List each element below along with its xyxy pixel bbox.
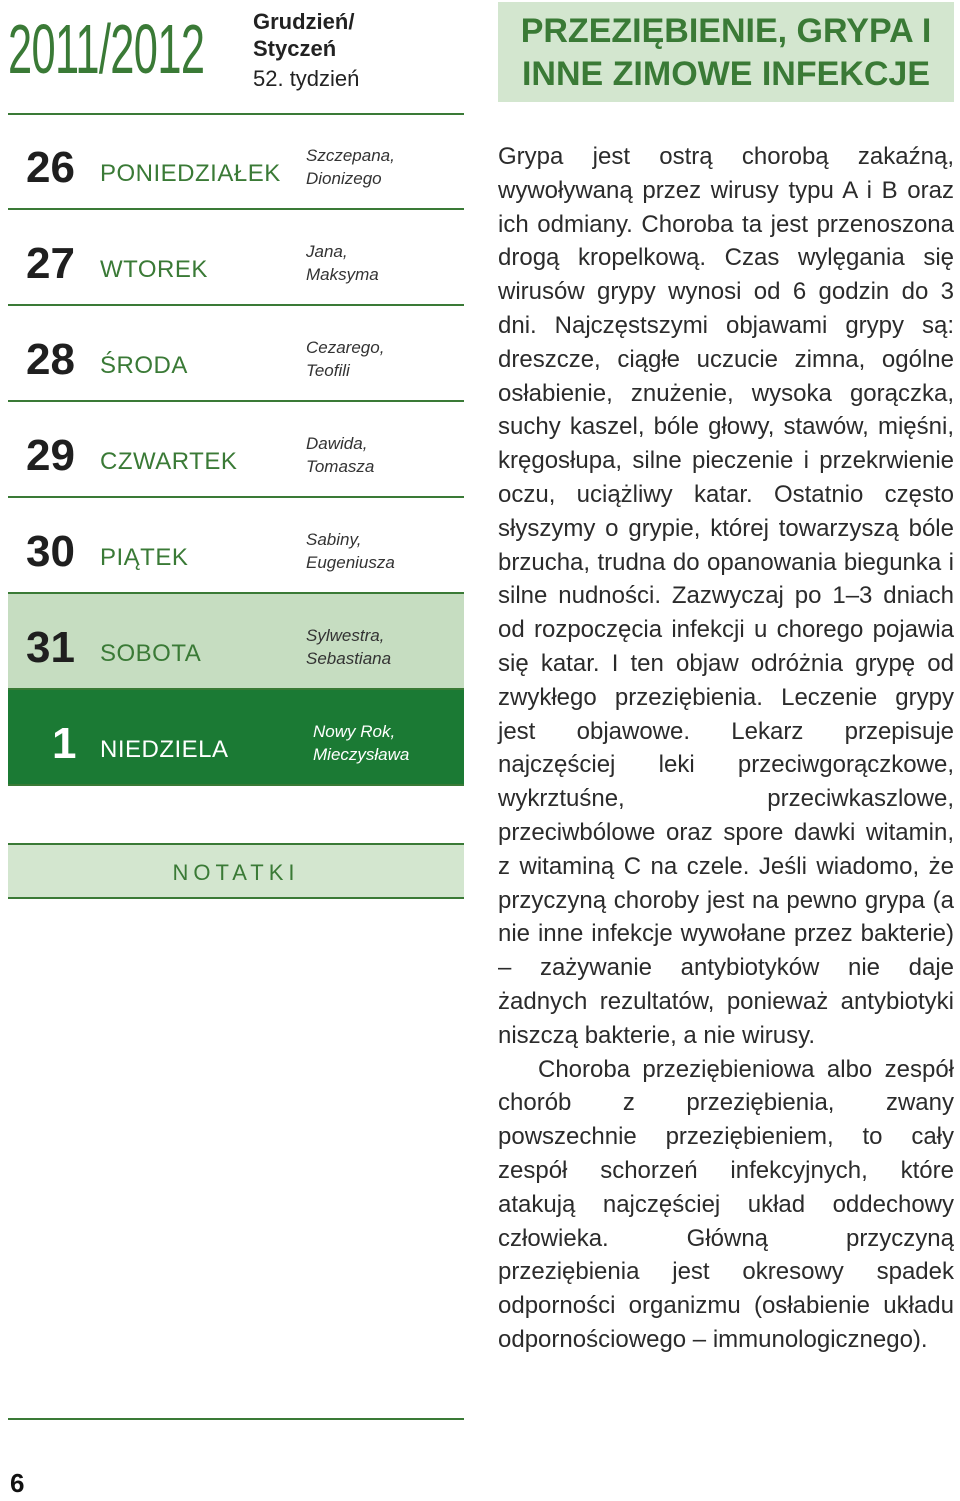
day-row — [8, 114, 464, 210]
article-body — [498, 140, 954, 1357]
day-number: 1 — [52, 719, 77, 768]
day-row-sunday — [8, 690, 464, 786]
name-day-list: Dawida, Tomasza — [306, 434, 375, 476]
notes-divider — [8, 1418, 464, 1420]
day-row — [8, 306, 464, 402]
notes-divider — [8, 897, 464, 899]
day-row — [8, 498, 464, 594]
year-label: 2011/2012 — [8, 10, 205, 88]
day-name: NIEDZIELA — [100, 736, 229, 763]
day-name: PONIEDZIAŁEK — [100, 160, 281, 187]
name-day-list: Jana, Maksyma — [306, 242, 379, 284]
article-paragraph: Grypa jest ostrą chorobą zakaźną, wywoływaną przez wirusy typu A i B oraz ich odmiany. Choroba ta jest przenoszona drogą kropelkową. Czas wylęgania się wirusów grypy wynosi od 6 godzin do 3 dni. Najczęstszymi objawami grypy są: dreszcze, ciągłe uczucie zimna, ogólne osłabienie, znużenie, wysoka gorączka, suchy kaszel, bóle głowy, stawów, mięśni, kręgosłupa, silne pieczenie i przekrwienie oczu, uciążliwy katar. Ostatnio często słyszymy o grypie, której towarzyszą bóle brzucha, trudna do opanowania biegunka i silne nudności. Zazwyczaj po 1–3 dniach od rozpoczęcia infekcji u chorego pojawia się katar. I ten objaw odróżnia grypę od zwykłego przeziębienia. Leczenie grypy jest objawowe. Lekarz przepisuje najczęściej leki przeciwgorączkowe, wykrztuśne, przeciwkaszlowe, przeciwbólowe oraz spore dawki witamin, z witaminą C na czele. Jeśli wiadomo, że przyczyną choroby jest na pewno grypa (a nie inne infekcje wywołane przez bakterie) – zażywanie antybiotyków nie daje żadnych rezultatów, ponieważ antybiotyki niszczą bakterie, a nie wirusy. — [498, 143, 954, 1049]
article-paragraph: Choroba przeziębieniowa albo zespół chorób z przeziębienia, zwany powszechnie przeziębieniem, to cały zespół schorzeń infekcyjnych, które atakują najczęściej układ oddechowy człowieka. Główną przyczyną przeziębienia jest okresowy spadek odporności organizmu (osłabienie układu odpornościowego – immunologicznego). — [498, 1055, 954, 1353]
day-name: CZWARTEK — [100, 448, 238, 475]
name-day-list: Sabiny, Eugeniusza — [306, 530, 395, 572]
name-day-list: Szczepana, Dionizego — [306, 146, 395, 188]
day-number: 28 — [26, 335, 75, 384]
day-name: WTOREK — [100, 256, 208, 283]
day-name: ŚRODA — [100, 352, 188, 379]
page-title: PRZEZIĘBIENIE, GRYPA I INNE ZIMOWE INFEKCJE — [498, 2, 954, 102]
day-row-saturday — [8, 594, 464, 690]
day-number: 26 — [26, 143, 75, 192]
week-label: 52. tydzień — [253, 66, 360, 91]
name-day-list: Nowy Rok, Mieczysława — [313, 722, 410, 764]
day-row — [8, 210, 464, 306]
page-number: 6 — [10, 1468, 25, 1498]
day-number: 27 — [26, 239, 75, 288]
name-day-list: Cezarego, Teofili — [306, 338, 385, 380]
notes-heading: NOTATKI — [8, 845, 464, 897]
day-number: 30 — [26, 527, 75, 576]
name-day-list: Sylwestra, Sebastiana — [306, 626, 392, 668]
day-list — [8, 114, 464, 786]
period-label: Grudzień/ Styczeń — [253, 9, 355, 61]
day-name: SOBOTA — [100, 640, 202, 667]
day-name: PIĄTEK — [100, 544, 189, 571]
day-number: 31 — [26, 623, 75, 672]
day-number: 29 — [26, 431, 75, 480]
day-row — [8, 402, 464, 498]
